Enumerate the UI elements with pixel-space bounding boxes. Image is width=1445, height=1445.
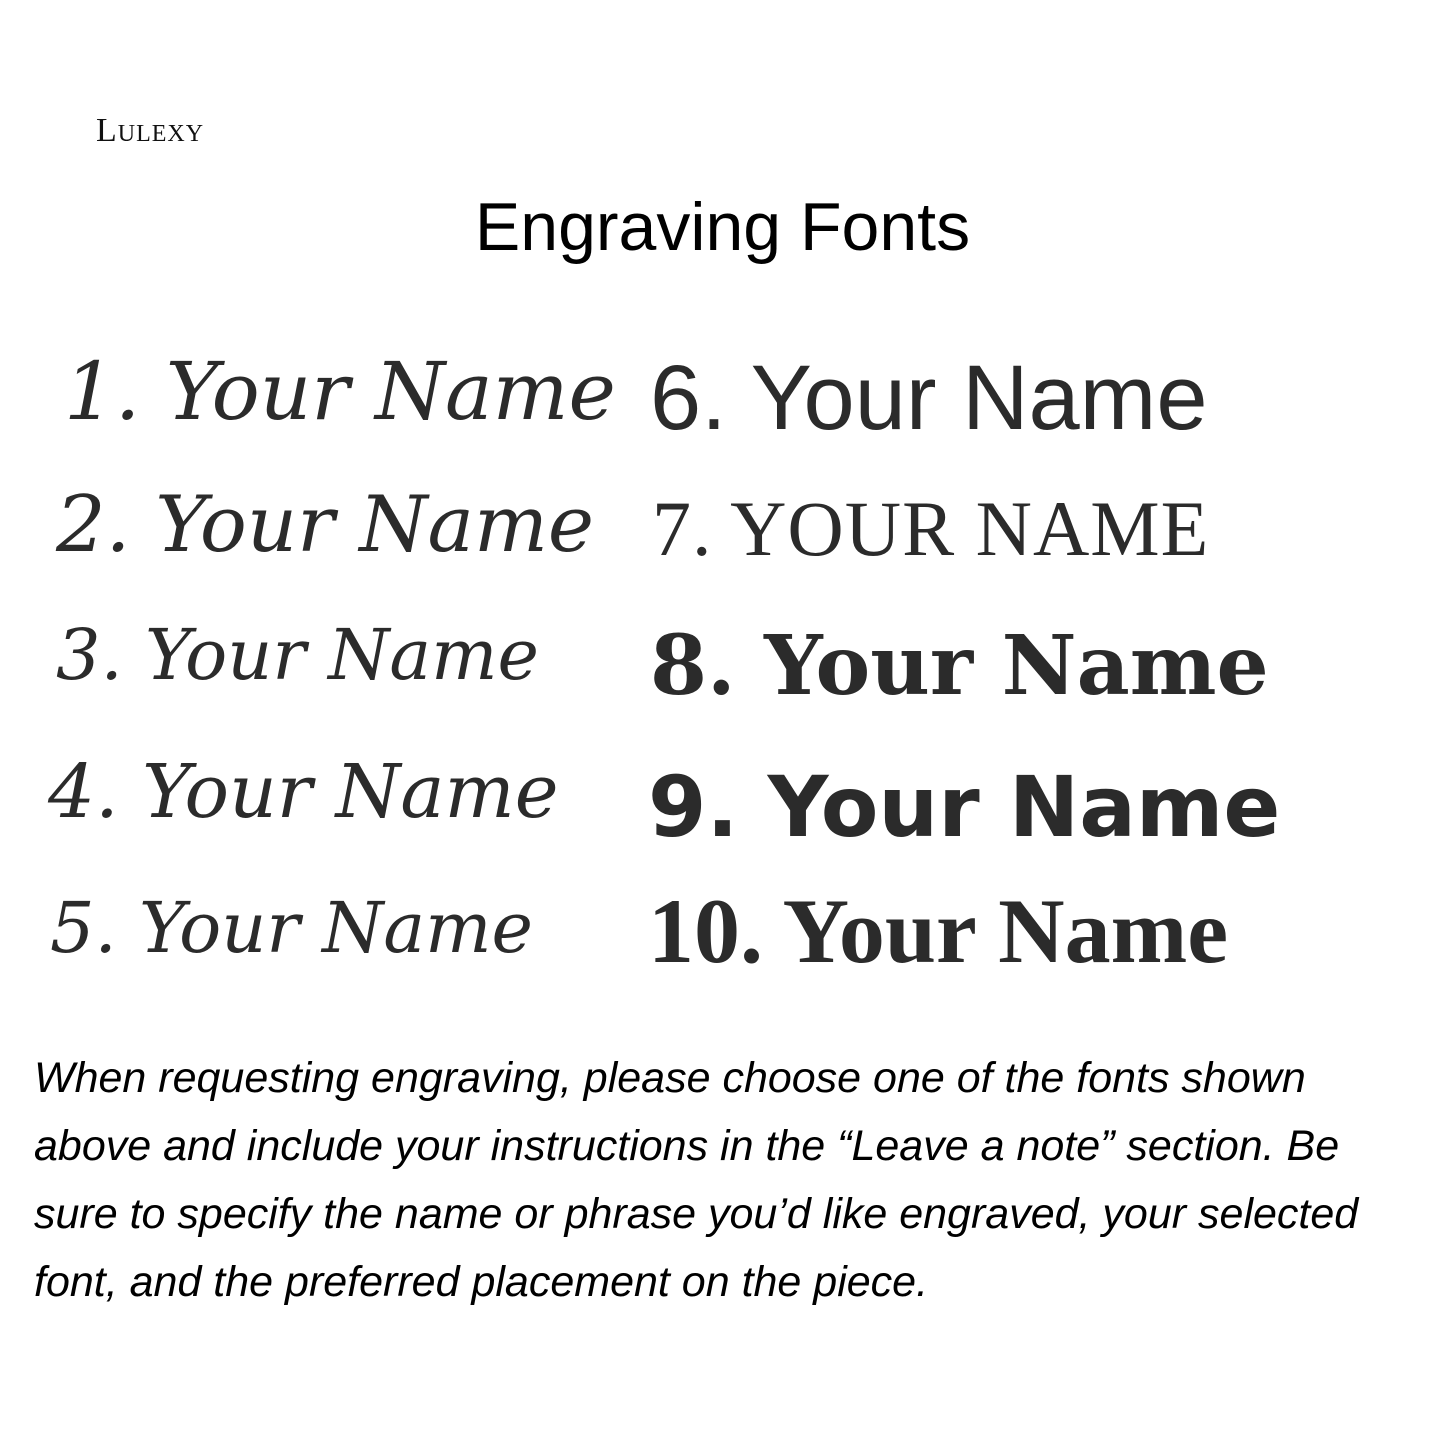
font-sample-1: 1. Your Name [64, 345, 616, 438]
font-sample-9: 9. Your Name [648, 758, 1281, 856]
font-sample-3: 3. Your Name [56, 614, 539, 696]
font-sample-7: 7. YOUR NAME [652, 485, 1210, 572]
font-sample-4: 4. Your Name [48, 749, 559, 835]
engraving-instructions: When requesting engraving, please choose one of the fonts shown above and include your instructions in the “Leave a note” section. Be sure to specify the name or phrase you’d like engraved, your selected font, and the preferred placement on the piece. [34, 1054, 1359, 1306]
brand-logo: Lulexy [96, 112, 205, 149]
font-sample-10: 10. Your Name [648, 880, 1229, 982]
font-sample-2: 2. Your Name [56, 480, 595, 570]
font-sample-6: 6. Your Name [650, 347, 1208, 449]
page-title: Engraving Fonts [474, 189, 971, 265]
font-sample-5: 5. Your Name [50, 887, 533, 969]
font-sample-8: 8. Your Name [650, 618, 1269, 714]
